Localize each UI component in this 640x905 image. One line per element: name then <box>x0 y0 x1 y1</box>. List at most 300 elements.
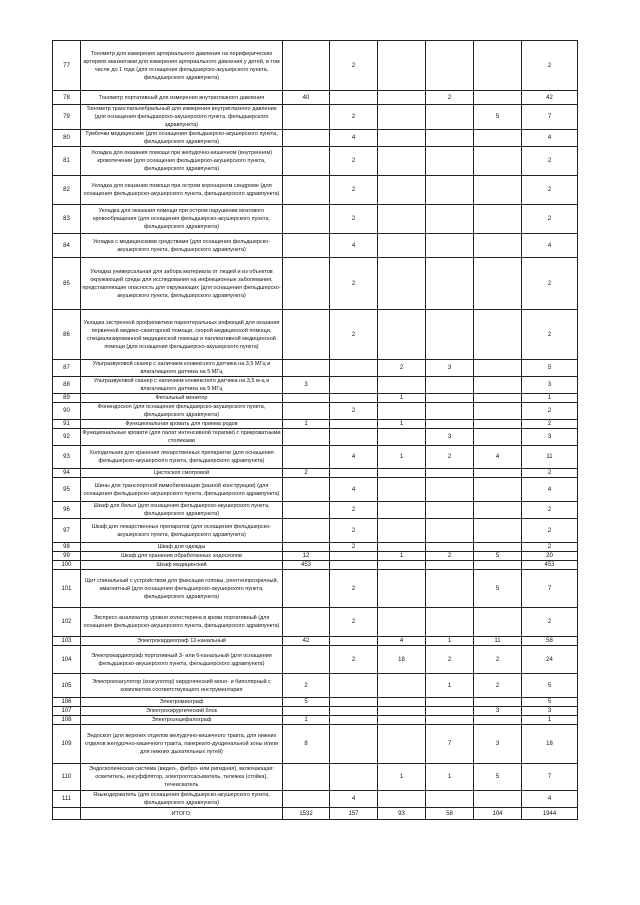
row-item-name: Фетальный монитор <box>81 394 283 403</box>
row-c1-value: 8 <box>283 725 330 764</box>
row-c1-value: 42 <box>283 637 330 646</box>
row-total-value: 2 <box>522 543 578 552</box>
row-c5-value <box>474 176 522 205</box>
row-number: 111 <box>53 791 81 808</box>
row-c3-value: 1 <box>378 420 426 429</box>
row-c4-value: 2 <box>426 646 474 674</box>
row-c3-value <box>378 561 426 570</box>
row-total-value: 2 <box>522 310 578 360</box>
row-item-name: Языкодержатель (для оснащения фельдшерско-акушерского пункта, фельдшерского здравпункта) <box>81 791 283 808</box>
table-row <box>53 105 578 130</box>
row-c3-value <box>378 791 426 808</box>
row-number: 88 <box>53 377 81 394</box>
row-c3-value <box>378 502 426 519</box>
row-c3-value: 1 <box>378 764 426 791</box>
row-c1-value: 1 <box>283 716 330 725</box>
totals-c1: 1532 <box>283 808 330 820</box>
row-c1-value <box>283 310 330 360</box>
row-total-value: 5 <box>522 674 578 698</box>
table-row <box>53 360 578 377</box>
row-c1-value <box>283 570 330 608</box>
row-item-name: Функциональная кровать для приема родов <box>81 420 283 429</box>
equipment-table <box>52 40 578 820</box>
row-c1-value: 2 <box>283 674 330 698</box>
row-item-name: Шкаф для одежды <box>81 543 283 552</box>
row-total-value: 4 <box>522 234 578 258</box>
row-c2-value: 4 <box>330 446 378 469</box>
row-c2-value <box>330 469 378 478</box>
row-total-value: 7 <box>522 570 578 608</box>
table-row <box>53 420 578 429</box>
row-c1-value <box>283 130 330 147</box>
table-row <box>53 91 578 105</box>
row-number: 103 <box>53 637 81 646</box>
row-c2-value: 2 <box>330 502 378 519</box>
row-c4-value <box>426 478 474 502</box>
row-c2-value: 2 <box>330 258 378 310</box>
row-c5-value <box>474 377 522 394</box>
row-c4-value <box>426 519 474 543</box>
row-total-value: 453 <box>522 561 578 570</box>
row-item-name: Укладка экстренной профилактики парентеральных инфекций для оказания первичной медико-санитарной помощи, скорой медицинской помощи, специализированной медицинской помощи и паллиативной медицинской помощи (для оснащения фельдшерско-акушерского пункта) <box>81 310 283 360</box>
row-c2-value: 2 <box>330 310 378 360</box>
row-number: 96 <box>53 502 81 519</box>
table-row <box>53 725 578 764</box>
row-c4-value <box>426 377 474 394</box>
row-c2-value <box>330 698 378 707</box>
row-c5-value <box>474 394 522 403</box>
row-c4-value <box>426 130 474 147</box>
row-number: 104 <box>53 646 81 674</box>
row-number: 78 <box>53 91 81 105</box>
row-number: 77 <box>53 41 81 91</box>
row-c3-value <box>378 147 426 176</box>
row-c3-value <box>378 716 426 725</box>
row-c4-value <box>426 716 474 725</box>
row-item-name: Укладка универсальная для забора материала от людей и из объектов окружающей среды для исследования на инфекционные заболевания, представляющие опасность для окружающих (для оснащения фельдшерско-акушерского пункта, фельдшерского здравпункта) <box>81 258 283 310</box>
row-c2-value <box>330 561 378 570</box>
row-c4-value <box>426 234 474 258</box>
row-c2-value: 2 <box>330 543 378 552</box>
row-c2-value <box>330 764 378 791</box>
row-number: 95 <box>53 478 81 502</box>
row-c1-value <box>283 258 330 310</box>
row-c5-value: 5 <box>474 764 522 791</box>
row-c3-value: 1 <box>378 552 426 561</box>
row-c2-value: 2 <box>330 403 378 420</box>
table-row <box>53 570 578 608</box>
row-c1-value: 40 <box>283 91 330 105</box>
row-c2-value <box>330 552 378 561</box>
row-item-name: Шкаф для белья (для оснащения фельдшерско-акушерского пункта, фельдшерского здравпункта) <box>81 502 283 519</box>
row-c4-value <box>426 105 474 130</box>
row-c3-value <box>378 570 426 608</box>
totals-no-cell <box>53 808 81 820</box>
row-total-value: 20 <box>522 552 578 561</box>
row-item-name: Ультразвуковой сканер с наличием конвексного датчика на 3,5 м-ц и влагалищного датчика на 5 МГц <box>81 377 283 394</box>
row-c3-value <box>378 310 426 360</box>
row-c2-value: 4 <box>330 234 378 258</box>
row-c4-value <box>426 258 474 310</box>
row-c3-value <box>378 698 426 707</box>
table-row <box>53 394 578 403</box>
row-c4-value <box>426 310 474 360</box>
table-row <box>53 561 578 570</box>
row-c5-value <box>474 234 522 258</box>
row-item-name: Электрокардиограф портативный 3- или 6-канальный (для оснащения фельдшерско-акушерского пункта, фельдшерского здравпункта) <box>81 646 283 674</box>
row-c5-value <box>474 420 522 429</box>
row-c2-value: 4 <box>330 791 378 808</box>
row-c1-value <box>283 608 330 637</box>
row-total-value: 2 <box>522 420 578 429</box>
row-c3-value <box>378 176 426 205</box>
row-item-name: Электроэнцефалограф <box>81 716 283 725</box>
row-c5-value <box>474 130 522 147</box>
row-item-name: Шкаф медицинский <box>81 561 283 570</box>
row-c3-value <box>378 674 426 698</box>
row-c2-value <box>330 377 378 394</box>
row-c1-value <box>283 764 330 791</box>
row-item-name: Укладка с медицинскими средствами (для оснащения фельдшерско-акушерского пункта, фельдшерского здравпункта) <box>81 234 283 258</box>
row-c5-value: 5 <box>474 105 522 130</box>
row-item-name: Функциональные кровати (для палат интенсивной терапии) с прикроватными столиками <box>82 430 281 444</box>
row-item-name: Шкаф для хранения обработанных эндоскопов <box>81 552 283 561</box>
table-row <box>53 502 578 519</box>
row-item-name: Эндоскоп (для верхних отделов желудочно-кишечного тракта, для нижних отделов желудочно-кишечного тракта, панкреато-дуоденальной зоны и/или для нижних дыхательных путей) <box>81 725 283 764</box>
row-item-name: Электромиограф <box>81 698 283 707</box>
row-number: 100 <box>53 561 81 570</box>
row-total-value: 2 <box>522 41 578 91</box>
row-c4-value: 1 <box>426 674 474 698</box>
row-c4-value <box>426 394 474 403</box>
row-c5-value <box>474 91 522 105</box>
table-row <box>53 310 578 360</box>
row-c3-value <box>378 234 426 258</box>
row-c3-value: 1 <box>378 446 426 469</box>
row-c3-value: 2 <box>378 360 426 377</box>
row-number: 94 <box>53 469 81 478</box>
row-c1-value <box>283 707 330 716</box>
row-c5-value <box>474 519 522 543</box>
row-c2-value <box>330 91 378 105</box>
row-number: 102 <box>53 608 81 637</box>
row-number: 90 <box>53 403 81 420</box>
row-c2-value: 2 <box>330 41 378 91</box>
row-total-value: 2 <box>522 502 578 519</box>
row-c5-value: 5 <box>474 552 522 561</box>
row-c4-value <box>426 570 474 608</box>
row-number: 79 <box>53 105 81 130</box>
row-number: 101 <box>53 570 81 608</box>
row-c5-value <box>474 716 522 725</box>
row-c4-value <box>426 561 474 570</box>
totals-row <box>53 808 578 820</box>
row-c5-value <box>474 502 522 519</box>
row-c3-value <box>378 41 426 91</box>
row-c3-value <box>378 519 426 543</box>
row-item-name: Эндоскопическая система (видео-, фибро- или ригидная), включающая: осветитель, инсуффлятор, электроотсасыватель, тележка (стойка), течеискатель <box>81 764 283 791</box>
row-number: 84 <box>53 234 81 258</box>
row-c1-value <box>283 234 330 258</box>
table-row <box>53 258 578 310</box>
row-total-value: 1 <box>522 394 578 403</box>
row-number: 92 <box>53 429 81 446</box>
row-c1-value: 2 <box>283 469 330 478</box>
row-total-value: 2 <box>522 205 578 234</box>
totals-total: 1944 <box>522 808 578 820</box>
row-c1-value <box>283 41 330 91</box>
row-item-name: Шкаф для лекарственных препаратов (для оснащения фельдшерско-акушерского пункта, фельдшерского здравпункта) <box>81 519 283 543</box>
table-row <box>53 637 578 646</box>
table-row <box>53 469 578 478</box>
table-row <box>53 176 578 205</box>
row-c5-value <box>474 608 522 637</box>
row-c4-value <box>426 543 474 552</box>
row-item-name: Экспресс-анализатор уровня холестерина в крови портативный (для оснащения фельдшерско-акушерского пункта, фельдшерского здравпункта) <box>81 608 283 637</box>
row-item-name: Тонометр портативный для измерения внутриглазного давления <box>81 91 283 105</box>
row-total-value: 3 <box>522 707 578 716</box>
row-c5-value <box>474 469 522 478</box>
row-c3-value <box>378 707 426 716</box>
row-c3-value <box>378 543 426 552</box>
totals-c4: 58 <box>426 808 474 820</box>
row-c2-value: 2 <box>330 205 378 234</box>
row-c3-value <box>378 429 426 446</box>
table-row <box>53 698 578 707</box>
row-c5-value <box>474 561 522 570</box>
row-total-value: 5 <box>522 360 578 377</box>
table-row <box>53 674 578 698</box>
row-c3-value <box>378 130 426 147</box>
table-row <box>53 41 578 91</box>
row-c2-value: 2 <box>330 176 378 205</box>
row-c1-value <box>283 429 330 446</box>
row-number: 82 <box>53 176 81 205</box>
row-number: 109 <box>53 725 81 764</box>
row-total-value: 24 <box>522 646 578 674</box>
row-number: 97 <box>53 519 81 543</box>
row-c2-value: 2 <box>330 646 378 674</box>
row-c3-value <box>378 205 426 234</box>
row-c1-value: 1 <box>283 420 330 429</box>
row-c3-value: 4 <box>378 637 426 646</box>
row-c5-value: 3 <box>474 725 522 764</box>
table-row <box>53 552 578 561</box>
row-number: 81 <box>53 147 81 176</box>
table-row <box>53 791 578 808</box>
row-number: 108 <box>53 716 81 725</box>
row-number: 83 <box>53 205 81 234</box>
table-row <box>53 147 578 176</box>
row-total-value: 4 <box>522 791 578 808</box>
row-item-name: Укладка для оказания помощи при остром нарушении мозгового кровообращения (для оснащения фельдшерско-акушерского пункта, фельдшерского здравпункта) <box>81 205 283 234</box>
row-number: 106 <box>53 698 81 707</box>
row-total-value: 42 <box>522 91 578 105</box>
row-item-name: Тумбочки медицинские (для оснащения фельдшерско-акушерского пункта, фельдшерского здравпункта) <box>81 130 283 147</box>
row-c2-value: 2 <box>330 105 378 130</box>
table-row <box>53 403 578 420</box>
row-c4-value: 1 <box>426 764 474 791</box>
row-item-name: Электрокардиограф 12-канальный <box>81 637 283 646</box>
row-c5-value <box>474 478 522 502</box>
table-row <box>53 234 578 258</box>
row-item-name: Холодильник для хранения лекарственных препаратов (для оснащения фельдшерско-акушерского пункта, фельдшерского здравпункта) <box>81 446 283 469</box>
table-row <box>53 130 578 147</box>
row-total-value: 4 <box>522 130 578 147</box>
row-c2-value: 2 <box>330 608 378 637</box>
row-c5-value: 4 <box>474 446 522 469</box>
row-c1-value <box>283 360 330 377</box>
row-total-value: 4 <box>522 478 578 502</box>
row-c3-value <box>378 469 426 478</box>
row-c5-value <box>474 403 522 420</box>
row-number: 80 <box>53 130 81 147</box>
table-row <box>53 608 578 637</box>
row-total-value: 2 <box>522 176 578 205</box>
row-total-value: 1 <box>522 716 578 725</box>
row-c5-value: 2 <box>474 646 522 674</box>
totals-c3: 93 <box>378 808 426 820</box>
row-item-name: Тонометр для измерения артериального давления на периферических артериях манжетами для измерения артериального давления у детей, в том числе до 1 года (для оснащения фельдшерско-акушерского пункта, фельдшерского здравпункта) <box>81 41 283 91</box>
row-c4-value <box>426 469 474 478</box>
table-row <box>53 478 578 502</box>
row-number: 107 <box>53 707 81 716</box>
row-c2-value <box>330 394 378 403</box>
row-c1-value: 5 <box>283 698 330 707</box>
row-total-value: 3 <box>522 429 578 446</box>
row-c5-value <box>474 698 522 707</box>
row-c5-value: 3 <box>474 707 522 716</box>
row-c5-value: 2 <box>474 674 522 698</box>
row-total-value: 2 <box>522 258 578 310</box>
row-c5-value <box>474 360 522 377</box>
table-row <box>53 707 578 716</box>
row-c4-value <box>426 420 474 429</box>
row-c3-value: 1 <box>378 394 426 403</box>
row-c1-value <box>283 105 330 130</box>
row-number: 86 <box>53 310 81 360</box>
row-c4-value: 3 <box>426 360 474 377</box>
row-c2-value <box>330 637 378 646</box>
row-c2-value: 4 <box>330 478 378 502</box>
row-c4-value <box>426 403 474 420</box>
row-c4-value: 7 <box>426 725 474 764</box>
row-c5-value <box>474 791 522 808</box>
row-c4-value <box>426 147 474 176</box>
row-item-name: Тонометр транспальпебральный для измерения внутриглазного давления (для оснащения фельдшерско-акушерского пункта, фельдшерского здравпункта) <box>81 105 283 130</box>
row-c1-value <box>283 791 330 808</box>
row-c5-value <box>474 205 522 234</box>
row-number: 93 <box>53 446 81 469</box>
row-item-name: Укладка для оказания помощи при остром коронарном синдроме (для оснащения фельдшерско-акушерского пункта, фельдшерского здравпункта) <box>81 176 283 205</box>
row-number: 85 <box>53 258 81 310</box>
row-c5-value <box>474 258 522 310</box>
row-c1-value: 453 <box>283 561 330 570</box>
row-c3-value <box>378 403 426 420</box>
row-c1-value <box>283 147 330 176</box>
row-c3-value <box>378 105 426 130</box>
row-total-value: 2 <box>522 519 578 543</box>
row-c5-value <box>474 41 522 91</box>
row-total-value: 7 <box>522 105 578 130</box>
row-c5-value <box>474 310 522 360</box>
row-c3-value <box>378 478 426 502</box>
row-total-value: 7 <box>522 764 578 791</box>
row-number: 87 <box>53 360 81 377</box>
row-c4-value <box>426 502 474 519</box>
row-total-value: 2 <box>522 469 578 478</box>
row-c5-value <box>474 147 522 176</box>
table-row <box>53 646 578 674</box>
row-c4-value: 3 <box>426 429 474 446</box>
row-number: 98 <box>53 543 81 552</box>
row-c3-value <box>378 258 426 310</box>
row-c4-value <box>426 176 474 205</box>
row-total-value: 2 <box>522 147 578 176</box>
row-c3-value <box>378 377 426 394</box>
row-c2-value <box>330 725 378 764</box>
row-number: 105 <box>53 674 81 698</box>
row-item-name: Электрохирургический блок <box>81 707 283 716</box>
row-c1-value <box>283 403 330 420</box>
row-total-value: 2 <box>522 608 578 637</box>
row-total-value: 2 <box>522 403 578 420</box>
row-c2-value: 2 <box>330 147 378 176</box>
row-item-name: Щит спинальный с устройством для фиксации головы, рентгенпрозрачный, амагнитный (для оснащения фельдшерско-акушерского пункта, фельдшерского здравпункта) <box>81 570 283 608</box>
row-c1-value: 3 <box>283 377 330 394</box>
row-c2-value <box>330 429 378 446</box>
row-c2-value: 2 <box>330 570 378 608</box>
row-c4-value: 2 <box>426 91 474 105</box>
row-c4-value <box>426 707 474 716</box>
row-item-name: Шины для транспортной иммобилизации (разной конструкции) (для оснащения фельдшерско-акушерского пункта, фельдшерского здравпункта) <box>81 478 283 502</box>
row-item-name: Ультразвуковой сканер с наличием конвексного датчика на 3,5 МГц и влагалищного датчика на 5 МГц <box>81 360 283 377</box>
totals-c5: 104 <box>474 808 522 820</box>
table-row <box>53 543 578 552</box>
row-c5-value: 5 <box>474 570 522 608</box>
row-c2-value <box>330 360 378 377</box>
row-number: 89 <box>53 394 81 403</box>
row-c1-value <box>283 446 330 469</box>
row-c1-value <box>283 394 330 403</box>
row-number: 99 <box>53 552 81 561</box>
row-c3-value <box>378 91 426 105</box>
row-total-value: 3 <box>522 377 578 394</box>
totals-label: ИТОГО: <box>81 808 283 820</box>
row-c1-value <box>283 519 330 543</box>
row-c3-value <box>378 608 426 637</box>
row-c3-value <box>378 725 426 764</box>
row-c5-value <box>474 429 522 446</box>
table-row <box>53 446 578 469</box>
row-number: 110 <box>53 764 81 791</box>
table-row <box>53 519 578 543</box>
table-row <box>53 764 578 791</box>
table-row <box>53 205 578 234</box>
row-c2-value <box>330 674 378 698</box>
row-c3-value: 18 <box>378 646 426 674</box>
row-c5-value <box>474 543 522 552</box>
row-c4-value <box>426 205 474 234</box>
table-row <box>53 377 578 394</box>
row-c4-value <box>426 791 474 808</box>
row-c4-value <box>426 608 474 637</box>
row-c4-value: 2 <box>426 552 474 561</box>
row-item-name: Укладка для оказания помощи при желудочно-кишечном (внутреннем) кровотечении (для оснащения фельдшерско-акушерского пункта, фельдшерского здравпункта) <box>81 147 283 176</box>
row-c1-value <box>283 543 330 552</box>
table-row <box>53 429 578 446</box>
row-item-name: Электрокоагулятор (коагулятор) хирургический моно- и биполярный с комплектом соответствующего инструментария <box>81 674 283 698</box>
